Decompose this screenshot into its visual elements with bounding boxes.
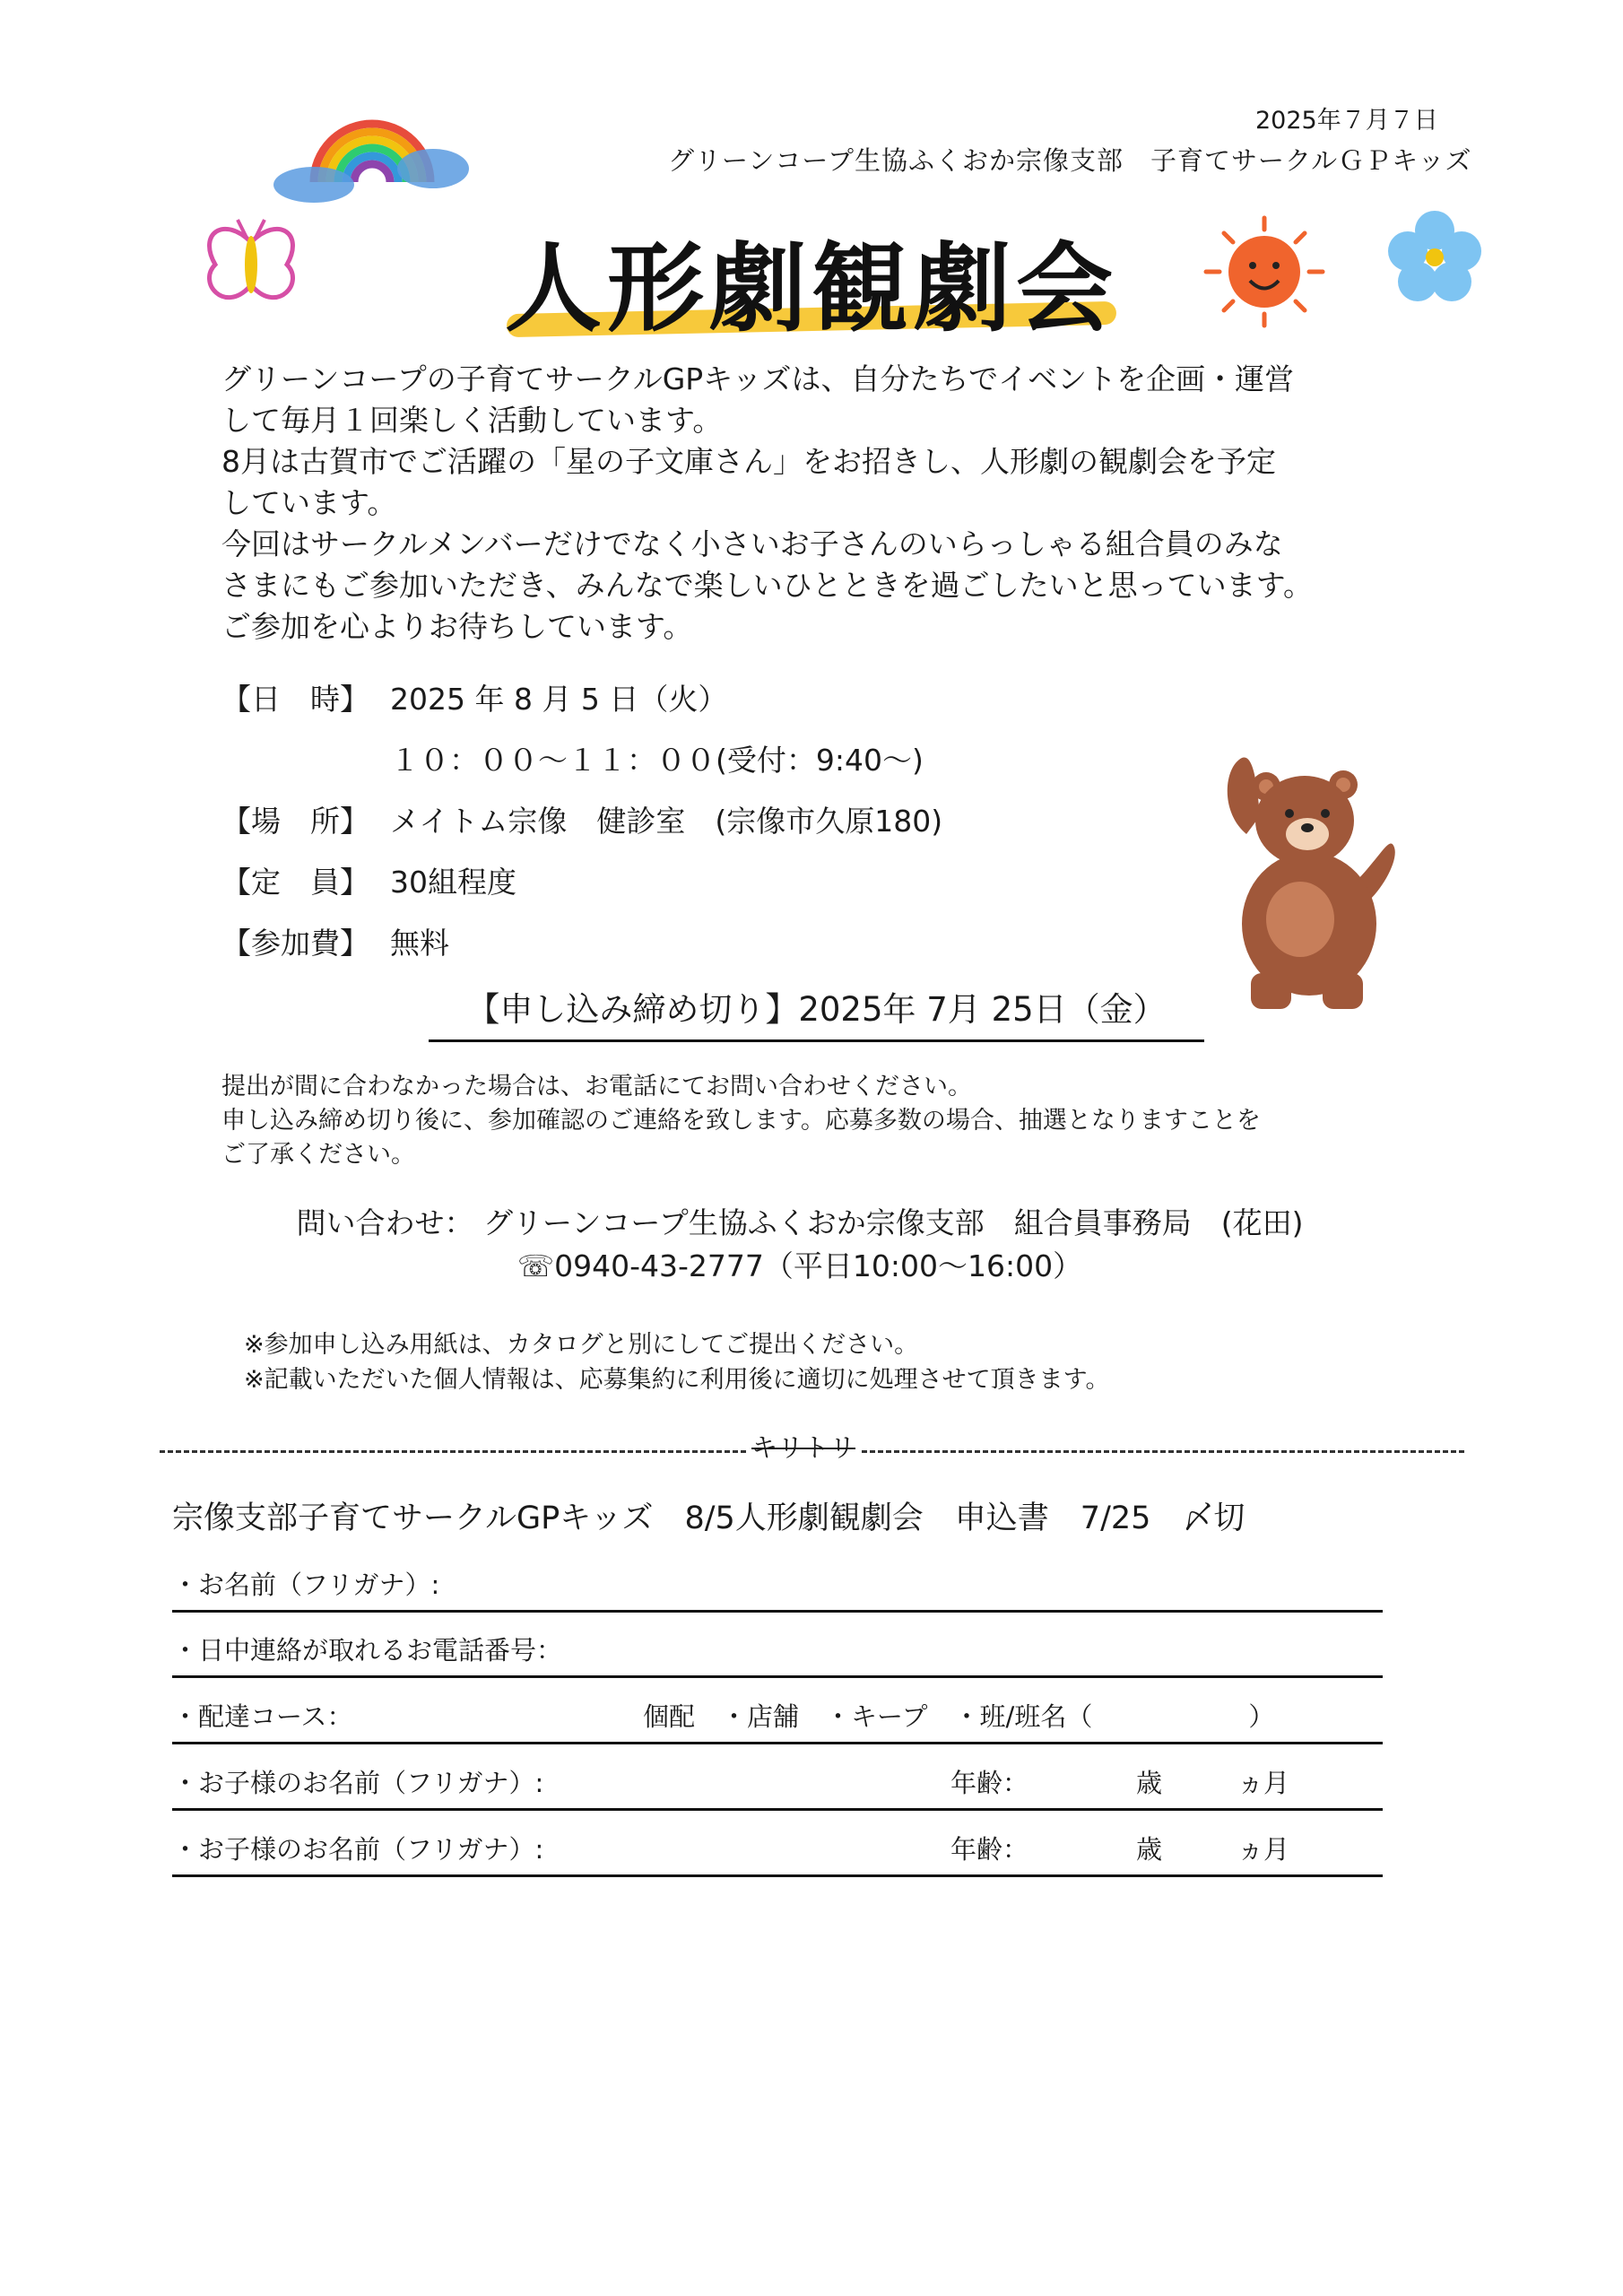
sun-icon [1193,213,1336,330]
intro-line: して毎月１回楽しく活動しています。 [221,403,723,438]
form-row-phone[interactable] [172,1631,1383,1678]
age-months: ヵ月 [1237,1768,1290,1798]
remarks-text [244,1327,1109,1397]
detail-value: 2025 年 8 月 5 日（火） [390,682,728,717]
contact-info [221,1202,1378,1288]
butterfly-icon [197,215,305,323]
detail-capacity [221,859,516,901]
contact-line: 問い合わせ： グリーンコープ生協ふくおか宗像支部 組合員事務局 (花田) [296,1205,1304,1240]
bear-icon [1211,749,1408,1013]
detail-date [221,676,727,718]
form-label: ・日中連絡が取れるお電話番号： [172,1635,563,1665]
intro-text [221,359,1387,648]
intro-line: しています。 [221,485,397,520]
intro-line: グリーンコープの子育てサークルGPキッズは、自分たちでイベントを企画・運営 [221,361,1295,396]
form-title: 宗像支部子育てサークルGPキッズ 8/5人形劇観劇会 申込書 7/25 〆切 [172,1500,1245,1536]
intro-line: 8月は古賀市でご活躍の「星の子文庫さん」をお招きし、人形劇の観劇会を予定 [221,444,1276,479]
remark-line: ※記載いただいた個人情報は、応募集約に利用後に適切に処理させて頂きます。 [244,1366,1110,1394]
form-row-child-2[interactable] [172,1830,1383,1877]
title-block [489,211,1134,345]
detail-value: メイトム宗像 健診室 (宗像市久原180) [390,804,943,839]
age-months: ヵ月 [1237,1834,1290,1865]
detail-label: 【参加費】 [221,926,369,961]
contact-phone: ☏0940-43-2777（平日10:00～16:00） [516,1248,1083,1283]
detail-label: 【日 時】 [221,682,369,717]
detail-label: 【場 所】 [221,804,369,839]
intro-line: 今回はサークルメンバーだけでなく小さいお子さんのいらっしゃる組合員のみな [221,526,1283,561]
detail-fee [221,920,449,962]
detail-place [221,798,942,840]
age-label: 年齢： [950,1768,1029,1798]
document-date: 2025年７月７日 [1255,107,1438,135]
page-title: 人形劇観劇会 [504,233,1118,345]
age-years: 歳 [1136,1768,1163,1798]
course-options: 個配 ・店舗 ・キープ ・班/班名（ ） [643,1701,1275,1732]
note-line: 提出が間に合わなかった場合は、お電話にてお問い合わせください。 [221,1073,972,1100]
deadline-banner: 【申し込み締め切り】2025年 7月 25日（金） [429,982,1204,1042]
form-label: ・お子様のお名前（フリガナ）: [172,1768,544,1798]
note-line: ご了承ください。 [221,1141,415,1169]
form-row-child-1[interactable] [172,1763,1383,1811]
cut-label: キリトリ [746,1428,861,1465]
form-row-name[interactable] [172,1565,1383,1613]
detail-value: １０：００～１１：００(受付：9:40～) [390,743,924,778]
intro-line: ご参加を心よりお待ちしています。 [221,609,693,644]
detail-value: 無料 [390,926,449,961]
organization-name: グリーンコープ生協ふくおか宗像支部 子育てサークルＧＰキッズ [668,145,1472,176]
note-line: 申し込み締め切り後に、参加確認のご連絡を致します。応募多数の場合、抽選となりますことを [221,1107,1261,1135]
flower-icon [1385,208,1484,302]
detail-label: 【定 員】 [221,865,369,900]
age-years: 歳 [1136,1834,1163,1865]
age-label: 年齢： [950,1834,1029,1865]
rainbow-cloud-icon [273,106,471,204]
intro-line: さまにもご参加いただき、みんなで楽しいひとときを過ごしたいと思っています。 [221,568,1314,603]
form-label: ・お子様のお名前（フリガナ）: [172,1834,544,1865]
form-label: ・お名前（フリガナ）: [172,1570,440,1600]
form-row-course[interactable] [172,1697,1383,1744]
remark-line: ※参加申し込み用紙は、カタログと別にしてご提出ください。 [244,1331,919,1359]
detail-time [390,737,924,779]
detail-value: 30組程度 [390,865,516,900]
form-label: ・配達コース： [172,1701,353,1732]
notes-text [221,1070,1432,1172]
